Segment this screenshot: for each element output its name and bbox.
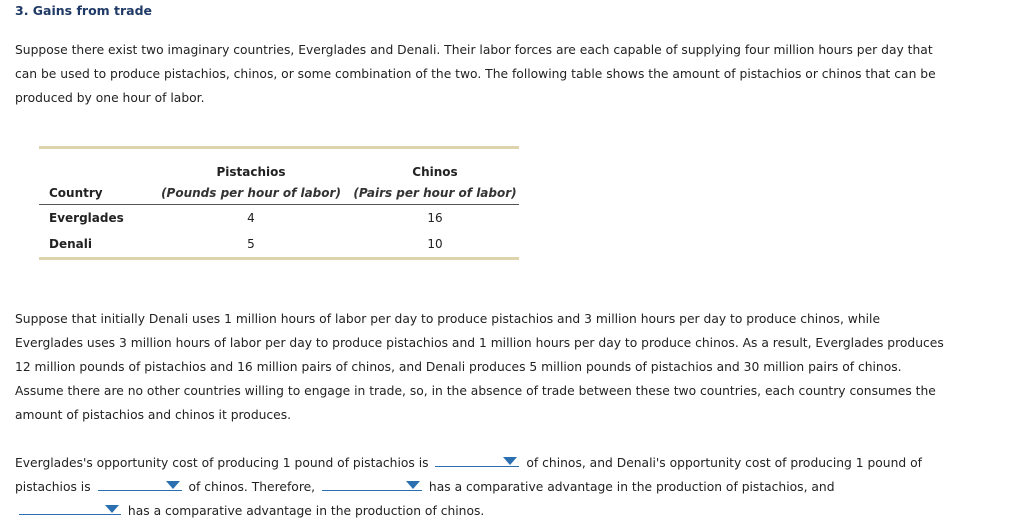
intro-paragraph: Suppose there exist two imaginary countries, Everglades and Denali. Their labor forces are each capable of supplying four million hours per day that can be used to produce pistachios, chinos, or some combination of the two. The following table shows the amount of pistachios or chinos that can be produced by one hour of labor. xyxy=(15,43,936,105)
question-text: Everglades's opportunity cost of producing 1 pound of pistachios is xyxy=(15,456,429,470)
chevron-down-icon xyxy=(406,481,420,489)
table-row xyxy=(39,205,519,232)
chevron-down-icon xyxy=(166,481,180,489)
pistachios-cell: 5 xyxy=(247,237,255,251)
country-cell: Denali xyxy=(49,237,92,251)
question-text: has a comparative advantage in the production of pistachios, and xyxy=(428,480,835,494)
col-header-chinos: Chinos xyxy=(412,165,458,179)
col-unit-chinos: (Pairs per hour of labor) xyxy=(351,182,519,205)
question-paragraph xyxy=(15,451,945,523)
chinos-cell: 16 xyxy=(427,211,443,225)
question-text: has a comparative advantage in the production of chinos. xyxy=(127,504,485,518)
chinos-advantage-dropdown[interactable] xyxy=(19,500,121,515)
row-header-country: Country xyxy=(39,182,151,205)
col-unit-pistachios: (Pounds per hour of labor) xyxy=(151,182,351,205)
everglades-opportunity-cost-dropdown[interactable] xyxy=(435,452,519,467)
question-title: 3. Gains from trade xyxy=(15,3,153,18)
pistachios-cell: 4 xyxy=(247,211,255,225)
productivity-table xyxy=(39,146,519,260)
col-header-pistachios: Pistachios xyxy=(216,165,286,179)
country-cell: Everglades xyxy=(49,211,124,225)
chevron-down-icon xyxy=(105,505,119,513)
question-text: of chinos, and Denali's opportunity cost of producing 1 pound of pistachios is xyxy=(15,456,922,494)
table-unit-row xyxy=(39,182,519,205)
pistachios-advantage-dropdown[interactable] xyxy=(322,476,422,491)
question-text: of chinos. Therefore, xyxy=(188,480,316,494)
table-header-row xyxy=(39,149,519,182)
table-row xyxy=(39,231,519,257)
chinos-cell: 10 xyxy=(427,237,443,251)
scenario-paragraph: Suppose that initially Denali uses 1 million hours of labor per day to produce pistachios and 3 million hours per day to produce chinos, while Everglades uses 3 million hours of labor per day to produce pistachios and 1 million hours per day to produce chinos. As a result, Everglades produces 12 million pounds of pistachios and 16 million pairs of chinos, and Denali produces 5 million pounds of pistachios and 30 million pairs of chinos. Assume there are no other countries willing to engage in trade, so, in the absence of trade between these two countries, each country consumes the amount of pistachios and chinos it produces. xyxy=(15,312,944,422)
chevron-down-icon xyxy=(503,457,517,465)
denali-opportunity-cost-dropdown[interactable] xyxy=(98,476,182,491)
